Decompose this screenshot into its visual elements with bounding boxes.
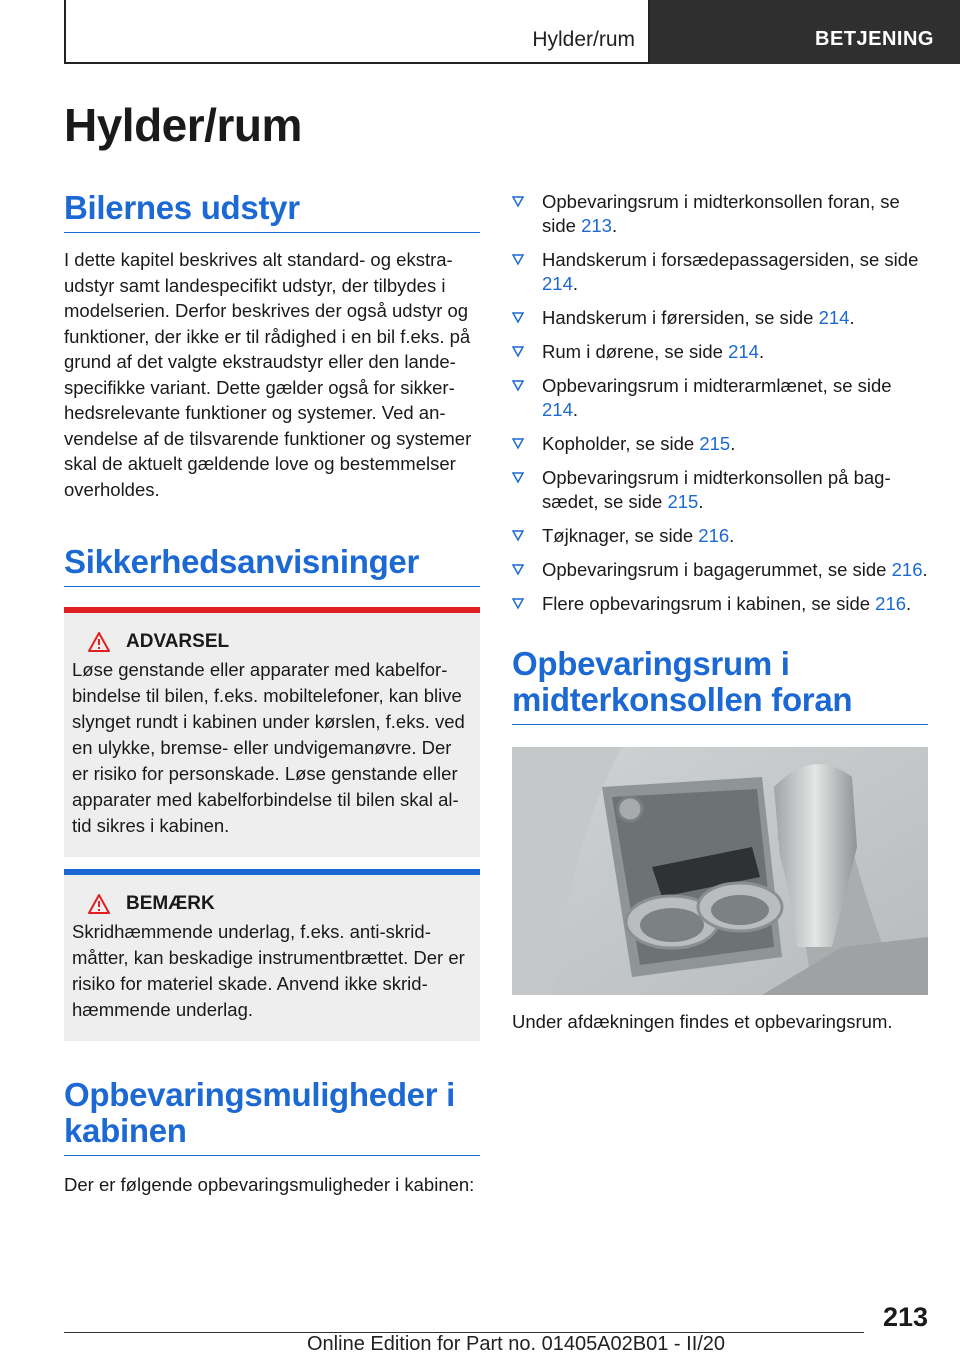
bullet-triangle-icon xyxy=(512,564,524,576)
bullet-triangle-icon xyxy=(512,254,524,266)
page-link[interactable]: 216 xyxy=(875,593,907,614)
list-item: Flere opbevaringsrum i kabinen, se side 216. xyxy=(512,592,928,616)
note-label: BEMÆRK xyxy=(126,893,215,914)
page-number: 213 xyxy=(882,1302,928,1332)
warning-triangle-icon xyxy=(88,632,110,652)
page-link[interactable]: 214 xyxy=(728,341,759,362)
list-item: Opbevaringsrum i midterkonsollen på bagsædet, se side 215. xyxy=(512,466,928,514)
left-column xyxy=(64,190,480,1198)
list-item: Handskerum i forsædepassagersiden, se side 214. xyxy=(512,248,928,296)
section-heading-center-console: Opbevaringsrum i midterkonsollen foran xyxy=(512,646,928,725)
note-box xyxy=(64,869,480,1041)
list-item: Tøjknager, se side 216. xyxy=(512,524,928,548)
section-heading-storage: Opbevaringsmuligheder i kabinen xyxy=(64,1077,480,1156)
header-title: Hylder/rum xyxy=(532,28,635,51)
page-link[interactable]: 214 xyxy=(542,273,573,294)
list-item: Kopholder, se side 215. xyxy=(512,432,928,456)
page-title: Hylder/rum xyxy=(64,99,302,151)
section-heading-safety: Sikkerhedsanvisninger xyxy=(64,544,480,587)
warning-label: ADVARSEL xyxy=(126,631,230,652)
page-link[interactable]: 214 xyxy=(818,307,850,328)
footer-edition: Online Edition for Part no. 01405A02B01 - II/20 xyxy=(307,1333,726,1355)
bullet-triangle-icon xyxy=(512,196,524,208)
storage-list xyxy=(512,190,928,616)
list-item: Handskerum i førersiden, se side 214. xyxy=(512,306,928,330)
page-link[interactable]: 215 xyxy=(667,491,699,512)
center-console-photo xyxy=(512,747,928,995)
warning-box xyxy=(64,607,480,857)
bullet-triangle-icon xyxy=(512,312,524,324)
note-text: Skridhæmmende underlag, f.eks. anti-skridmåtter, kan beskadige instrumentbrættet. Der er risiko for materiel skade. Anvend ikke skridhæmmende underlag. xyxy=(72,921,465,1020)
page-link[interactable]: 216 xyxy=(698,525,730,546)
bullet-triangle-icon xyxy=(512,530,524,542)
right-column xyxy=(512,190,928,1034)
warning-text: Løse genstande eller apparater med kabelforbindelse til bilen, f.eks. mobiltelefoner, kan blive slynget rundt i kabinen under kørslen, f.eks. ved en ulykke, bremse- eller undvigemanøvre. Der er risiko for personskade. Løse genstande eller apparater med kabelforbindelse til bilen skal altid sikres i kabinen. xyxy=(72,659,465,836)
page-link[interactable]: 214 xyxy=(542,399,573,420)
header-section-label: BETJENING xyxy=(815,28,934,50)
page-link[interactable]: 215 xyxy=(699,433,731,454)
caution-triangle-icon xyxy=(88,894,110,914)
bullet-triangle-icon xyxy=(512,346,524,358)
storage-intro-paragraph: Der er følgende opbevaringsmuligheder i kabinen: xyxy=(64,1174,475,1195)
section-heading-equipment: Bilernes udstyr xyxy=(64,190,480,233)
bullet-triangle-icon xyxy=(512,598,524,610)
equipment-paragraph: I dette kapitel beskrives alt standard- og ekstraudstyr samt landespecifikt udstyr, der tilbydes i modelserien. Derfor beskrives der også udstyr og funktioner, der ikke er til rådighed i en bil f.eks. på grund af det valgte ekstraudstyr eller den landespecifikke variant. Dette gælder også for sikkerhedsrelevante funktioner og systemer. Ved anvendelse af de tilsvarende funktioner og systemer skal de aktuelt gældende love og bestemmelser overholdes. xyxy=(64,249,472,500)
page-link[interactable]: 216 xyxy=(891,559,923,580)
list-item: Opbevaringsrum i bagagerummet, se side 216. xyxy=(512,558,928,582)
bullet-triangle-icon xyxy=(512,472,524,484)
list-item: Opbevaringsrum i midterarmlænet, se side 214. xyxy=(512,374,928,422)
bullet-triangle-icon xyxy=(512,380,524,392)
page-link[interactable]: 213 xyxy=(581,215,612,236)
list-item: Opbevaringsrum i midterkonsollen foran, se side 213. xyxy=(512,190,928,238)
bullet-triangle-icon xyxy=(512,438,524,450)
list-item: Rum i dørene, se side 214. xyxy=(512,340,928,364)
photo-caption: Under afdækningen findes et opbevaringsrum. xyxy=(512,1011,893,1032)
